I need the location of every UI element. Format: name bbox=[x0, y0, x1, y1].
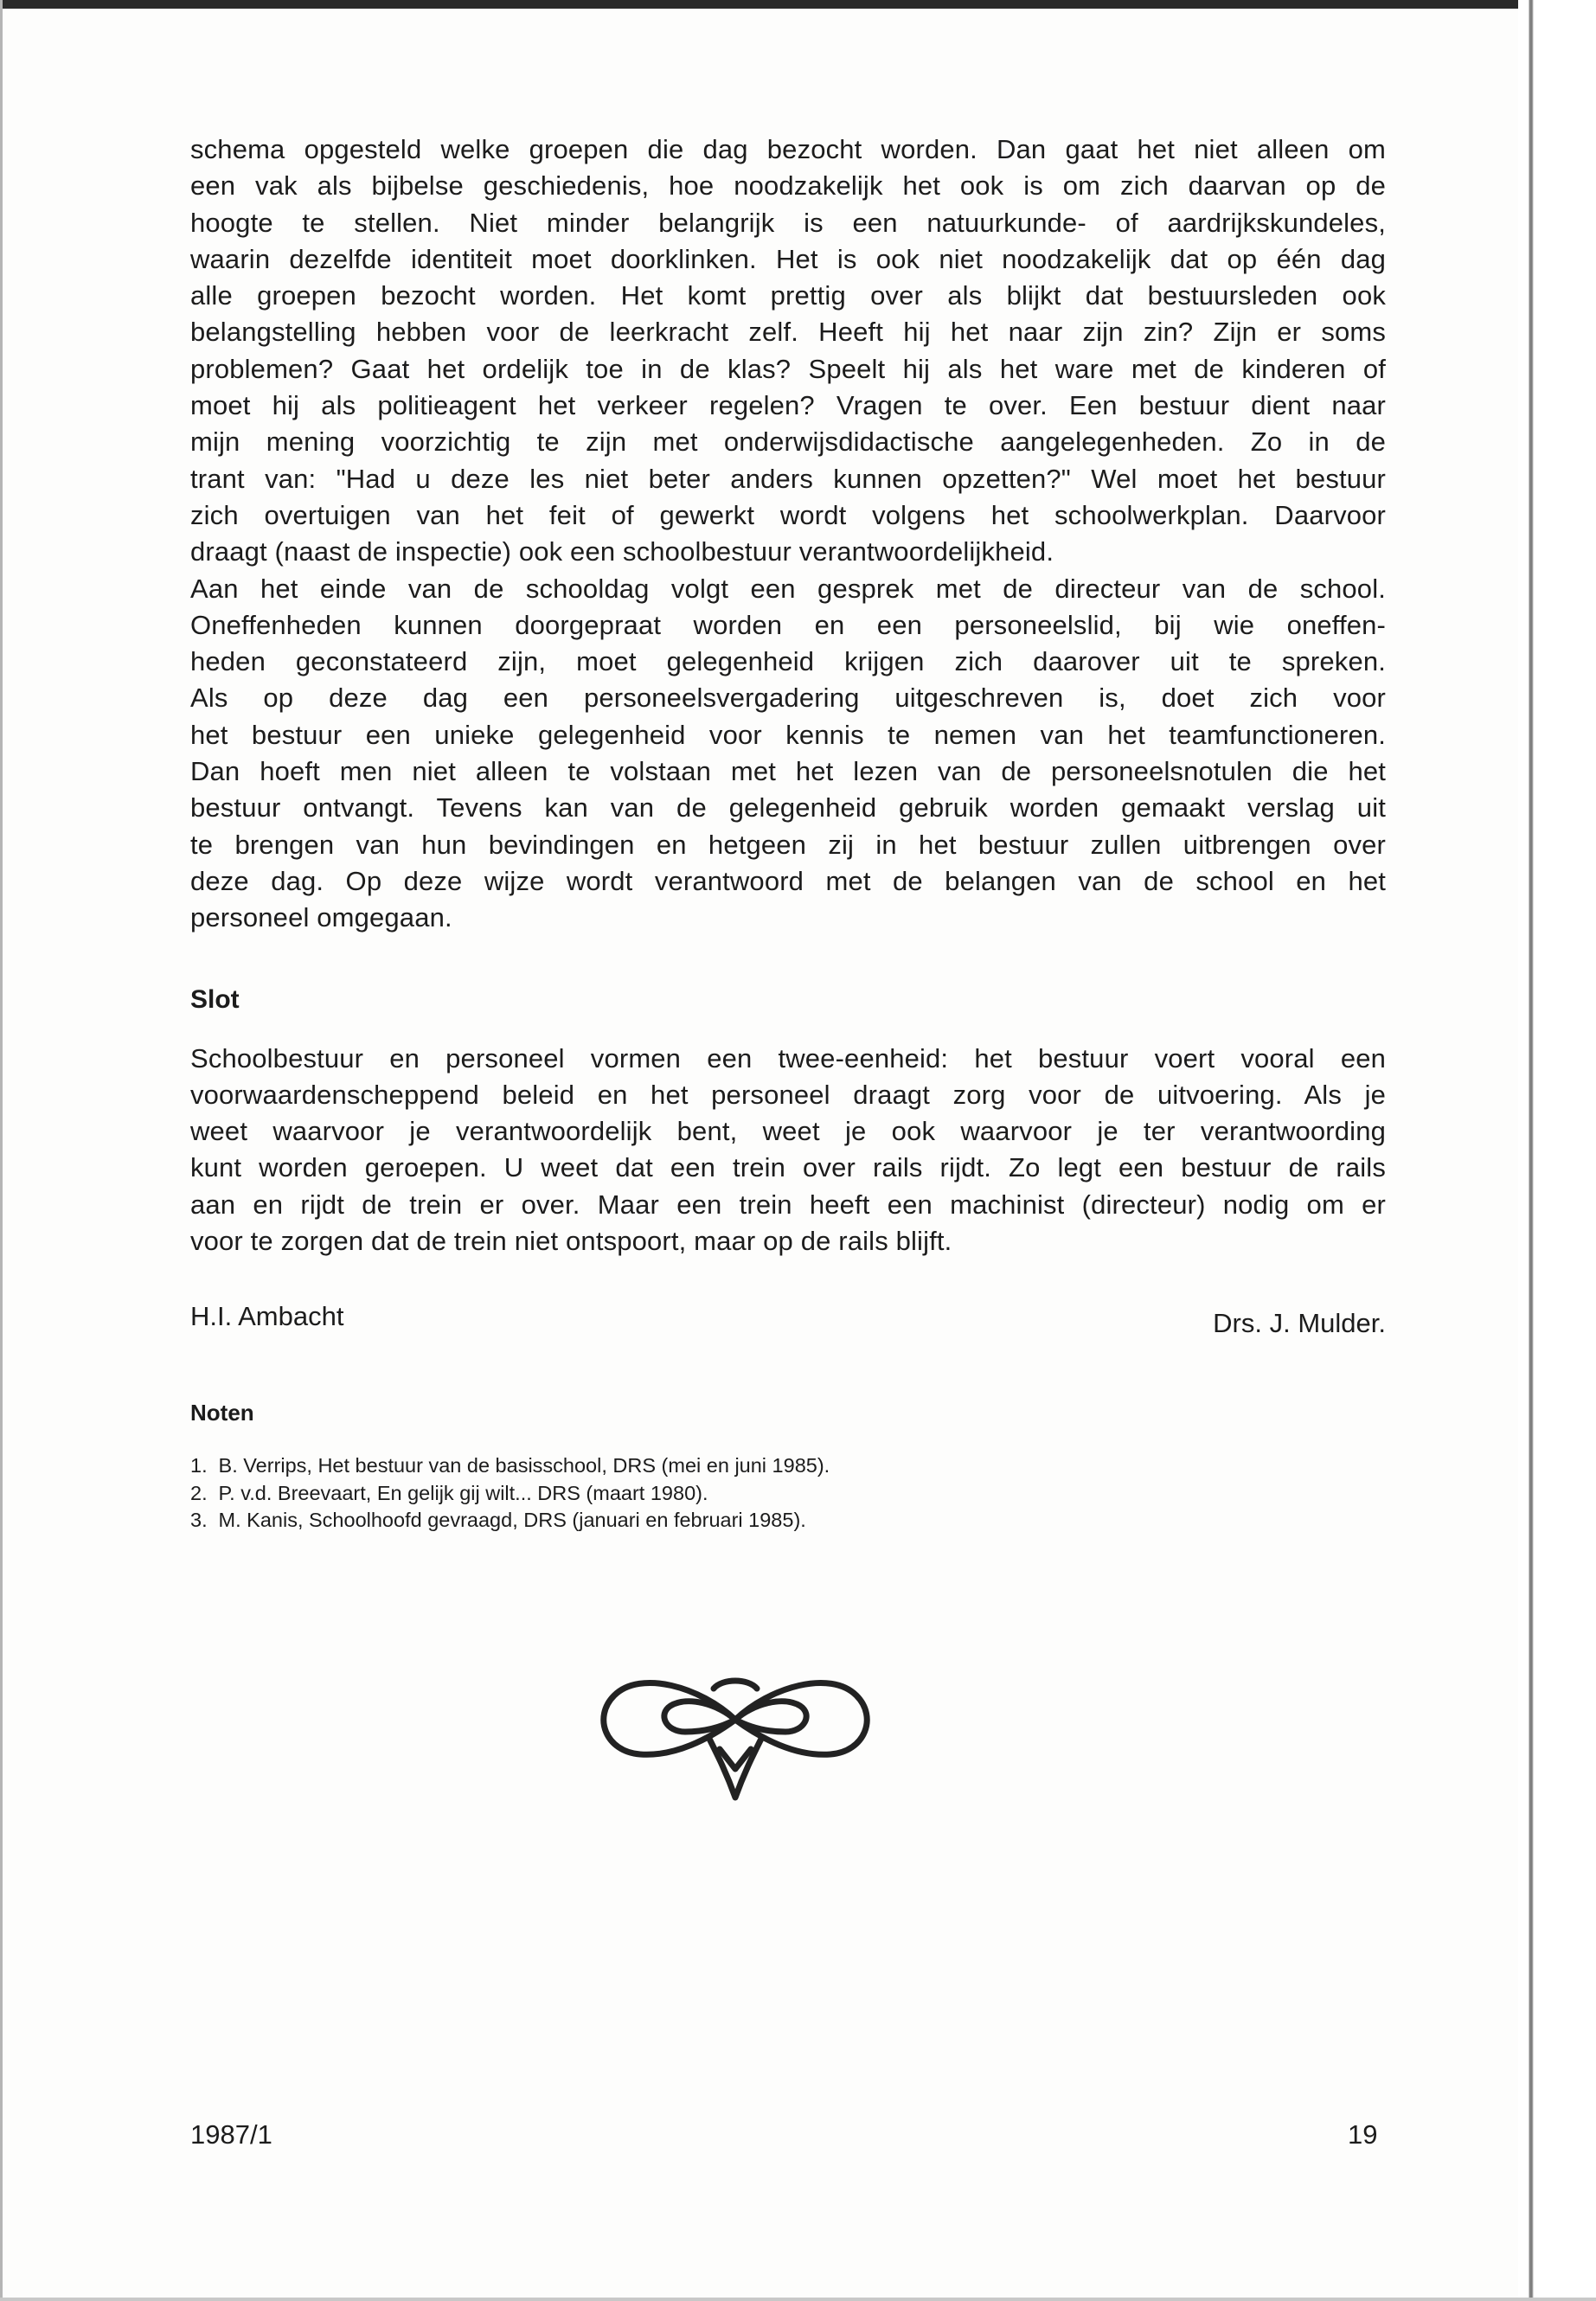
text-line: Aan het einde van de schooldag volgt een gesprek met de directeur van de school. bbox=[190, 573, 1386, 604]
note-text: B. Verrips, Het bestuur van de basisschool, DRS (mei en juni 1985). bbox=[218, 1454, 830, 1477]
text-line: alle groepen bezocht worden. Het komt prettig over als blijkt dat bestuursleden ook bbox=[190, 280, 1386, 311]
paragraph-1 bbox=[190, 131, 1386, 571]
text-line: het bestuur een unieke gelegenheid voor kennis te nemen van het teamfunctioneren. bbox=[190, 719, 1386, 750]
section-heading-slot: Slot bbox=[190, 984, 240, 1014]
scan-border-right bbox=[1518, 0, 1596, 2301]
text-line: voor te zorgen dat de trein niet ontspoort, maar op de rails blijft. bbox=[190, 1226, 952, 1257]
text-line: Dan hoeft men niet alleen te volstaan met het lezen van de personeelsnotulen die het bbox=[190, 756, 1386, 787]
paragraph-2 bbox=[190, 571, 1386, 937]
text-line: mijn mening voorzichtig te zijn met onderwijsdidactische aangelegenheden. Zo in de bbox=[190, 426, 1386, 458]
signature-block bbox=[190, 1301, 1386, 1339]
notes-list bbox=[190, 1452, 1386, 1535]
note-item bbox=[190, 1452, 1386, 1480]
text-line: personeel omgegaan. bbox=[190, 902, 452, 933]
note-item bbox=[190, 1507, 1386, 1535]
note-item bbox=[190, 1480, 1386, 1508]
scan-border-bottom bbox=[0, 2298, 1596, 2301]
signature-author: Drs. J. Mulder. bbox=[1213, 1308, 1386, 1339]
text-line: schema opgesteld welke groepen die dag bezocht worden. Dan gaat het niet alleen om bbox=[190, 134, 1386, 164]
text-line: waarin dezelfde identiteit moet doorklinken. Het is ook niet noodzakelijk dat op één dag bbox=[190, 243, 1386, 274]
text-line: aan en rijdt de trein er over. Maar een trein heeft een machinist (directeur) nodig om er bbox=[190, 1189, 1386, 1220]
scan-border-top bbox=[0, 0, 1596, 9]
text-line: kunt worden geroepen. U weet dat een trein over rails rijdt. Zo legt een bestuur de rails bbox=[190, 1152, 1386, 1183]
note-number: 3. bbox=[190, 1509, 208, 1532]
page-number: 19 bbox=[1348, 2119, 1378, 2150]
text-line: moet hij als politieagent het verkeer regelen? Vragen te over. Een bestuur dient naar bbox=[190, 390, 1386, 421]
text-line: bestuur ontvangt. Tevens kan van de gelegenheid gebruik worden gemaakt verslag uit bbox=[190, 792, 1386, 824]
note-text: P. v.d. Breevaart, En gelijk gij wilt... DRS (maart 1980). bbox=[218, 1481, 708, 1504]
text-line: Schoolbestuur en personeel vormen een twee-eenheid: het bestuur voert vooral een bbox=[190, 1042, 1386, 1074]
text-line: te brengen van hun bevindingen en hetgeen zij in het bestuur zullen uitbrengen over bbox=[190, 829, 1386, 860]
note-number: 2. bbox=[190, 1481, 208, 1504]
text-line: weet waarvoor je verantwoordelijk bent, weet je ook waarvoor je ter verantwoording bbox=[190, 1116, 1386, 1147]
text-line: voorwaardenscheppend beleid en het personeel draagt zorg voor de uitvoering. Als je bbox=[190, 1079, 1386, 1110]
text-line: Als op deze dag een personeelsvergadering uitgeschreven is, doet zich voor bbox=[190, 683, 1386, 714]
text-line: belangstelling hebben voor de leerkracht zelf. Heeft hij het naar zijn zin? Zijn er soms bbox=[190, 317, 1386, 348]
note-number: 1. bbox=[190, 1454, 208, 1477]
slot-paragraph bbox=[190, 1041, 1386, 1260]
knot-ornament-icon bbox=[588, 1652, 882, 1808]
text-line: draagt (naast de inspectie) ook een schoolbestuur verantwoordelijkheid. bbox=[190, 536, 1054, 567]
text-line: zich overtuigen van het feit of gewerkt wordt volgens het schoolwerkplan. Daarvoor bbox=[190, 499, 1386, 530]
text-line: Oneffenheden kunnen doorgepraat worden en een personeelslid, bij wie oneffen- bbox=[190, 609, 1386, 640]
note-text: M. Kanis, Schoolhoofd gevraagd, DRS (januari en februari 1985). bbox=[218, 1509, 806, 1532]
article-body bbox=[190, 131, 1386, 1535]
text-line: trant van: "Had u deze les niet beter anders kunnen opzetten?" Wel moet het bestuur bbox=[190, 463, 1386, 494]
scan-border-left bbox=[0, 0, 3, 2301]
text-line: heden geconstateerd zijn, moet gelegenheid krijgen zich daarover uit te spreken. bbox=[190, 646, 1386, 677]
text-line: een vak als bijbelse geschiedenis, hoe noodzakelijk het ook is om zich daarvan op de bbox=[190, 170, 1386, 202]
text-line: problemen? Gaat het ordelijk toe in de klas? Speelt hij als het ware met de kinderen of bbox=[190, 353, 1386, 384]
notes-heading: Noten bbox=[190, 1400, 254, 1426]
issue-label: 1987/1 bbox=[190, 2119, 272, 2150]
text-line: hoogte te stellen. Niet minder belangrijk is een natuurkunde- of aardrijkskundeles, bbox=[190, 207, 1386, 238]
text-line: deze dag. Op deze wijze wordt verantwoord met de belangen van de school en het bbox=[190, 865, 1386, 896]
signature-place: H.I. Ambacht bbox=[190, 1301, 344, 1332]
